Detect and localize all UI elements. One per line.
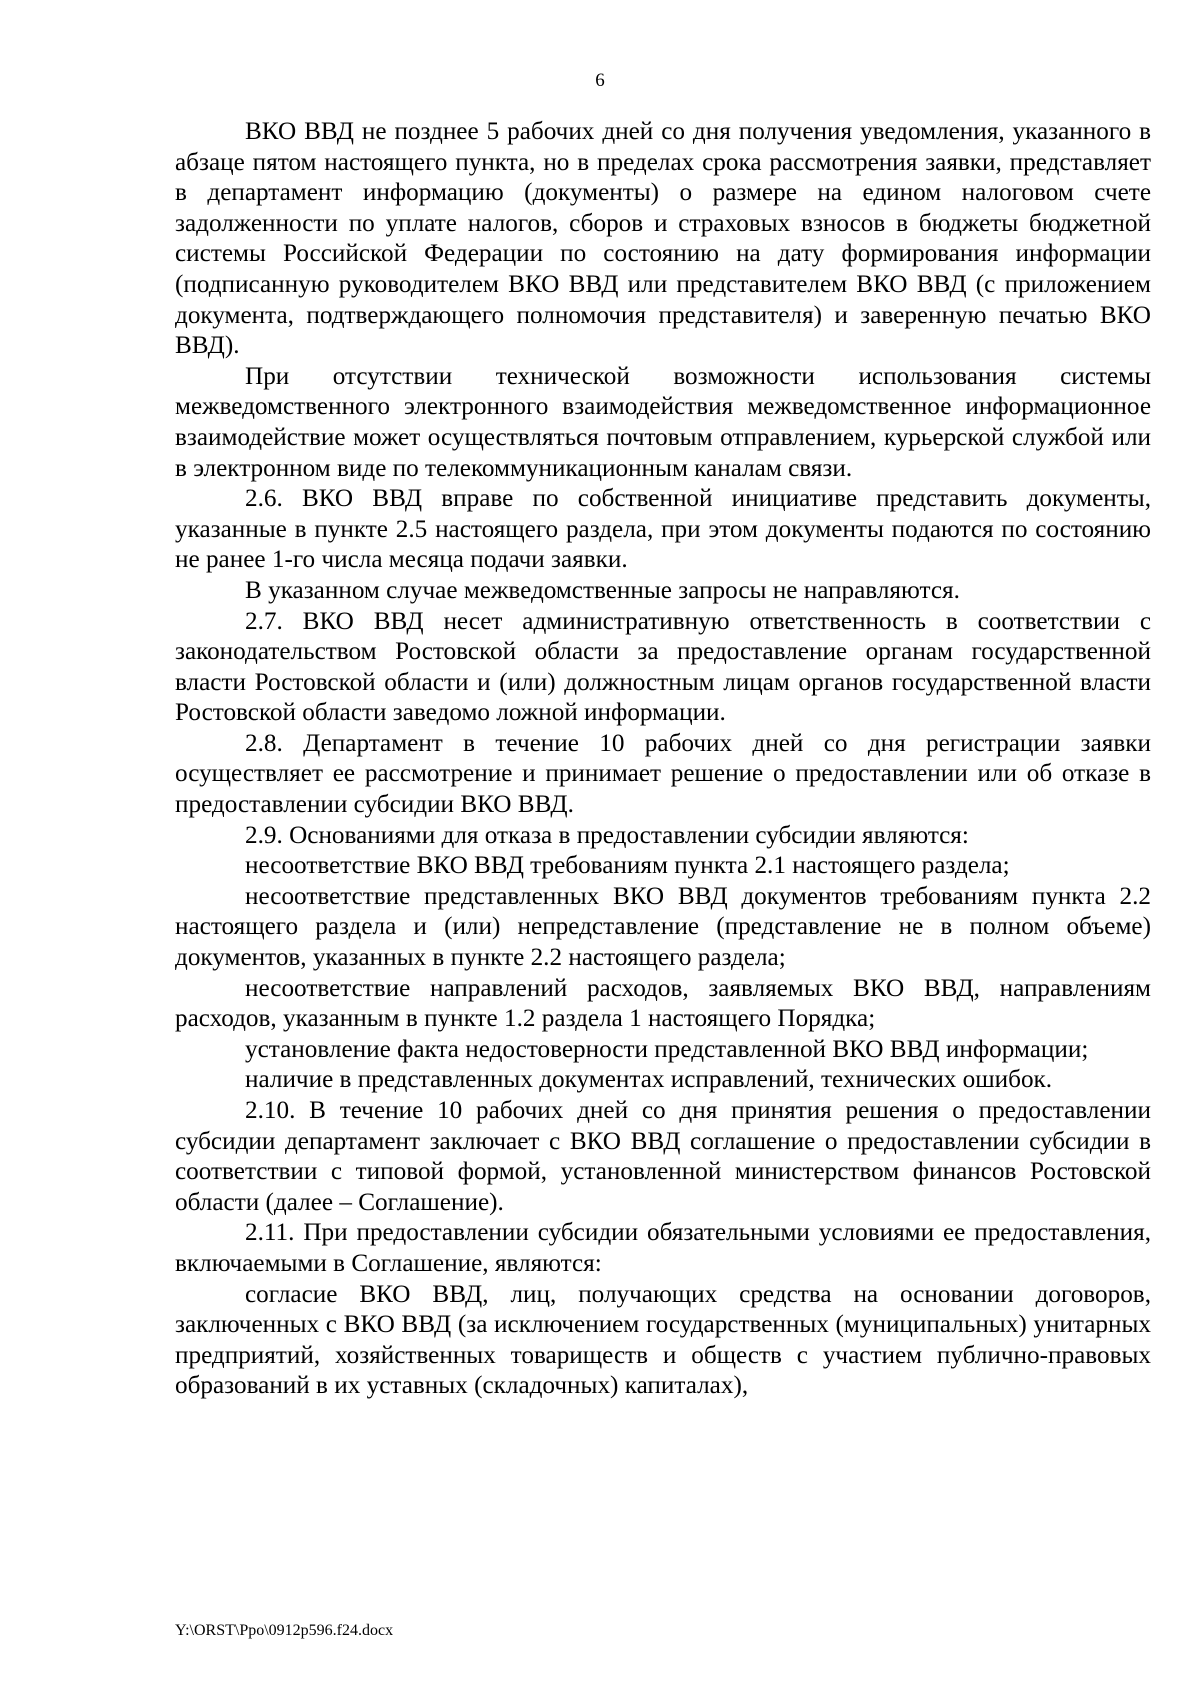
paragraph: согласие ВКО ВВД, лиц, получающих средства на основании договоров, заключенных с ВКО ВВД (за исключением государственных (муниципальных) унитарных предприятий, хозяйственных товариществ и обществ с участием публично-правовых образований в их уставных (складочных) капиталах),	[175, 1280, 1151, 1400]
paragraph: В указанном случае межведомственные запросы не направляются.	[245, 576, 960, 604]
paragraph: наличие в представленных документах исправлений, технических ошибок.	[245, 1066, 1053, 1094]
document-body	[175, 117, 1151, 1402]
paragraph: При отсутствии технической возможности использования системы межведомственного электронного взаимодействия межведомственное информационное взаимодействие может осуществляться почтовым отправлением, курьерской службой или в электронном виде по телекоммуникационным каналам связи.	[175, 362, 1151, 482]
paragraph: 2.11. При предоставлении субсидии обязательными условиями ее предоставления, включаемыми в Соглашение, являются:	[175, 1219, 1151, 1277]
paragraph: ВКО ВВД не позднее 5 рабочих дней со дня получения уведомления, указанного в абзаце пятом настоящего пункта, но в пределах срока рассмотрения заявки, представляет в департамент информацию (документы) о размере на едином налоговом счете задолженности по уплате налогов, сборов и страховых взносов в бюджеты бюджетной системы Российской Федерации по состоянию на дату формирования информации (подписанную руководителем ВКО ВВД или представителем ВКО ВВД (с приложением документа, подтверждающего полномочия представителя) и заверенную печатью ВКО ВВД).	[175, 118, 1151, 360]
paragraph: 2.9. Основаниями для отказа в предоставлении субсидии являются:	[245, 821, 969, 849]
paragraph: 2.6. ВКО ВВД вправе по собственной инициативе представить документы, указанные в пункте 2.5 настоящего раздела, при этом документы подаются по состоянию не ранее 1-го числа месяца подачи заявки.	[175, 485, 1151, 574]
paragraph: несоответствие направлений расходов, заявляемых ВКО ВВД, направлениям расходов, указанным в пункте 1.2 раздела 1 настоящего Порядка;	[175, 974, 1151, 1033]
paragraph: 2.8. Департамент в течение 10 рабочих дней со дня регистрации заявки осуществляет ее рассмотрение и принимает решение о предоставлении или об отказе в предоставлении субсидии ВКО ВВД.	[175, 729, 1151, 819]
paragraph: установление факта недостоверности представленной ВКО ВВД информации;	[245, 1035, 1089, 1063]
paragraph: несоответствие ВКО ВВД требованиям пункта 2.1 настоящего раздела;	[245, 852, 1010, 880]
paragraph: 2.7. ВКО ВВД несет административную ответственность в соответствии с законодательством Ростовской области за предоставление органам государственной власти Ростовской области и (или) должностным лицам органов государственной власти Ростовской области заведомо ложной информации.	[175, 607, 1151, 727]
paragraph: несоответствие представленных ВКО ВВД документов требованиям пункта 2.2 настоящего раздела и (или) непредставление (представление не в полном объеме) документов, указанных в пункте 2.2 настоящего раздела;	[175, 882, 1151, 972]
file-path-footer: Y:\ORST\Ppo\0912p596.f24.docx	[175, 1622, 394, 1639]
page-number: 6	[595, 70, 605, 91]
paragraph: 2.10. В течение 10 рабочих дней со дня принятия решения о предоставлении субсидии департамент заключает с ВКО ВВД соглашение о предоставлении субсидии в соответствии с типовой формой, установленной министерством финансов Ростовской области (далее – Соглашение).	[175, 1097, 1151, 1216]
